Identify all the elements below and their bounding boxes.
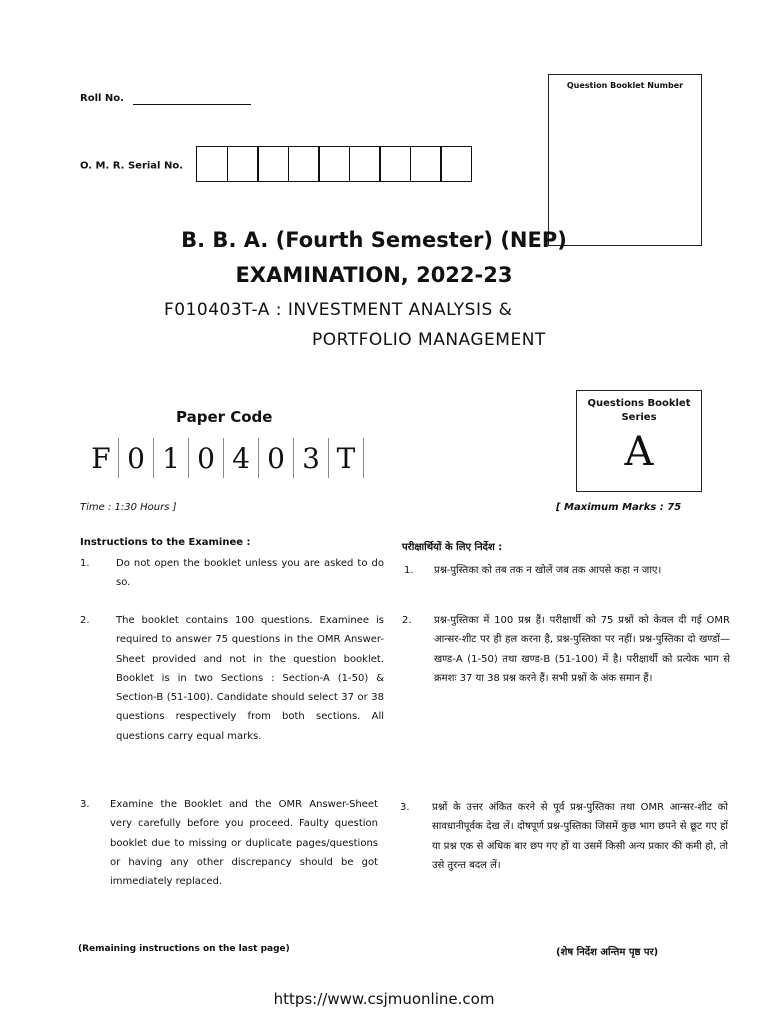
instruction-text: प्रश्नों के उत्तर अंकित करने से पूर्व प्रश्न-पुस्तिका तथा OMR आन्सर-शीट को सावधानीपूर्वक देख लें। दोषपूर्ण प्रश्न-पुस्तिका जिसमें कुछ भाग छपने से छूट गए हों या प्रश्न एक से अधिक बार छप गए हों या उसमें किसी अन्य प्रकार की कमी हो, तो उसे तुरन्त बदल लें।	[432, 802, 728, 871]
omr-serial-box[interactable]	[349, 146, 381, 182]
booklet-series-label	[577, 397, 701, 425]
instruction-text: Examine the Booklet and the OMR Answer-Sheet very carefully before you proceed. Faulty question booklet due to missing or duplicate pages/questions or having any other discrepancy should be got immediately replaced.	[110, 799, 378, 888]
omr-serial-box[interactable]	[227, 146, 259, 182]
omr-serial-label: O. M. R. Serial No.	[80, 160, 183, 172]
booklet-series-label-line2: Series	[621, 412, 657, 423]
question-booklet-number-label: Question Booklet Number	[566, 81, 684, 90]
paper-code-char: F	[84, 438, 119, 478]
paper-code-char: 0	[119, 438, 154, 478]
paper-code-char: 1	[154, 438, 189, 478]
question-booklet-number-box	[548, 74, 702, 246]
instruction-number: 3.	[400, 802, 410, 813]
instruction-number: 3.	[80, 799, 90, 810]
omr-serial-box[interactable]	[379, 146, 411, 182]
booklet-series-value: A	[624, 429, 654, 475]
paper-title-line2: PORTFOLIO MANAGEMENT	[312, 330, 546, 350]
omr-serial-box[interactable]	[318, 146, 350, 182]
omr-serial-box[interactable]	[257, 146, 289, 182]
roll-no-label: Roll No.	[80, 93, 124, 104]
exam-time: Time : 1:30 Hours ]	[80, 502, 177, 513]
omr-serial-row	[80, 146, 471, 182]
paper-code-char: 0	[189, 438, 224, 478]
instructions-heading-hi: परीक्षार्थियों के लिए निर्देश :	[402, 542, 503, 553]
paper-code-char: 3	[294, 438, 329, 478]
omr-serial-box[interactable]	[410, 146, 442, 182]
omr-serial-boxes[interactable]	[196, 146, 471, 182]
exam-title: EXAMINATION, 2022-23	[235, 263, 513, 287]
roll-no-line[interactable]	[133, 104, 251, 105]
instruction-number: 1.	[80, 558, 90, 569]
maximum-marks: [ Maximum Marks : 75	[556, 502, 682, 513]
footer-url: https://www.csjmuonline.com	[273, 990, 495, 1008]
remaining-instructions-note-en: (Remaining instructions on the last page)	[78, 944, 290, 954]
instruction-number: 2.	[402, 615, 412, 626]
paper-code-char: 0	[259, 438, 294, 478]
paper-code-label: Paper Code	[176, 408, 273, 426]
booklet-series-box	[576, 390, 702, 492]
remaining-instructions-note-hi: (शेष निर्देश अन्तिम पृष्ठ पर)	[556, 947, 659, 958]
instruction-text: The booklet contains 100 questions. Examinee is required to answer 75 questions in the OMR Answer-Sheet provided and not in the question booklet. Booklet is in two Sections : Section-A (1-50) & Section-B (51-100). Candidate should select 37 or 38 questions respectively from both sections. All questions carry equal marks.	[116, 615, 384, 742]
instruction-text: Do not open the booklet unless you are asked to do so.	[116, 558, 384, 589]
instruction-text: प्रश्न-पुस्तिका को तब तक न खोलें जब तक आपसे कहा न जाए।	[434, 565, 662, 576]
instruction-number: 1.	[404, 565, 414, 576]
instruction-number: 2.	[80, 615, 90, 626]
booklet-series-label-line1: Questions Booklet	[587, 398, 691, 409]
omr-serial-box[interactable]	[440, 146, 472, 182]
instructions-heading-en: Instructions to the Examinee :	[80, 537, 251, 548]
roll-no-row	[80, 86, 251, 105]
paper-code-row	[84, 438, 364, 478]
instruction-text: प्रश्न-पुस्तिका में 100 प्रश्न हैं। परीक्षार्थी को 75 प्रश्नों को केवल दी गई OMR आन्सर-शीट पर ही हल करना है, प्रश्न-पुस्तिका पर नहीं। प्रश्न-पुस्तिका दो खण्डों—खण्ड-A (1-50) तथा खण्ड-B (51-100) में है। परीक्षार्थी को प्रत्येक भाग से क्रमशः 37 या 38 प्रश्न करने हैं। सभी प्रश्नों के अंक समान हैं।	[434, 615, 730, 684]
paper-code-char: 4	[224, 438, 259, 478]
course-title: B. B. A. (Fourth Semester) (NEP)	[181, 228, 567, 252]
omr-serial-box[interactable]	[196, 146, 228, 182]
paper-code-char: T	[329, 438, 364, 478]
paper-title-line1: F010403T-A : INVESTMENT ANALYSIS &	[164, 300, 513, 320]
omr-serial-box[interactable]	[288, 146, 320, 182]
